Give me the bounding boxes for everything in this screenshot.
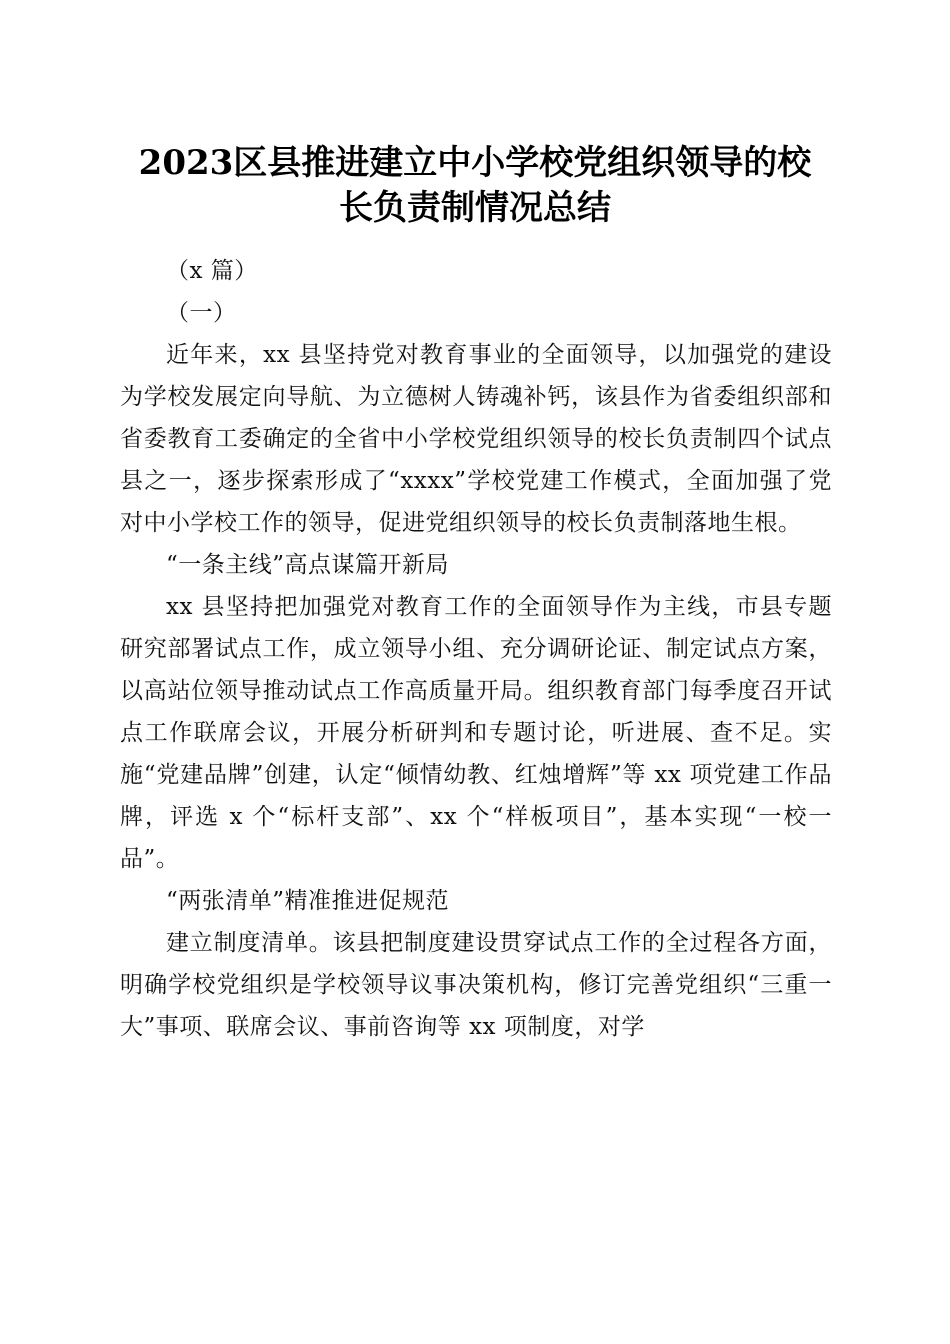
document-title-line-1: 2023区县推进建立中小学校党组织领导的校 <box>138 143 812 183</box>
document-title-line-2: 长负责制情况总结 <box>339 188 611 228</box>
paragraph-system-list: 建立制度清单。该县把制度建设贯穿试点工作的全过程各方面，明确学校党组织是学校领导议事决策机构，修订完善党组织“三重一大”事项、联席会议、事前咨询等 xx 项制度，对学 <box>120 930 832 1040</box>
paragraph-main-line: xx 县坚持把加强党对教育工作的全面领导作为主线，市县专题研究部署试点工作，成立领导小组、充分调研论证、制定试点方案，以高站位领导推动试点工作高质量开局。组织教育部门每季度召开试点工作联席会议，开展分析研判和专题讨论，听进展、查不足。实施“党建品牌”创建，认定“倾情幼教、红烛增辉”等 xx 项党建工作品牌，评选 x 个“标杆支部”、xx 个“样板项目”，基本实现“一校一品”。 <box>120 594 832 872</box>
document-body <box>120 250 832 1048</box>
series-label: （x 篇） <box>166 258 258 284</box>
part-label: （一） <box>166 300 237 326</box>
section-heading-two-lists: “两张清单”精准推进促规范 <box>166 888 450 914</box>
paragraph-intro: 近年来，xx 县坚持党对教育事业的全面领导，以加强党的建设为学校发展定向导航、为立德树人铸魂补钙，该县作为省委组织部和省委教育工委确定的全省中小学校党组织领导的校长负责制四个试点县之一，逐步探索形成了“xxxx”学校党建工作模式，全面加强了党对中小学校工作的领导，促进党组织领导的校长负责制落地生根。 <box>120 342 832 536</box>
section-heading-one-main-line: “一条主线”高点谋篇开新局 <box>166 552 450 578</box>
